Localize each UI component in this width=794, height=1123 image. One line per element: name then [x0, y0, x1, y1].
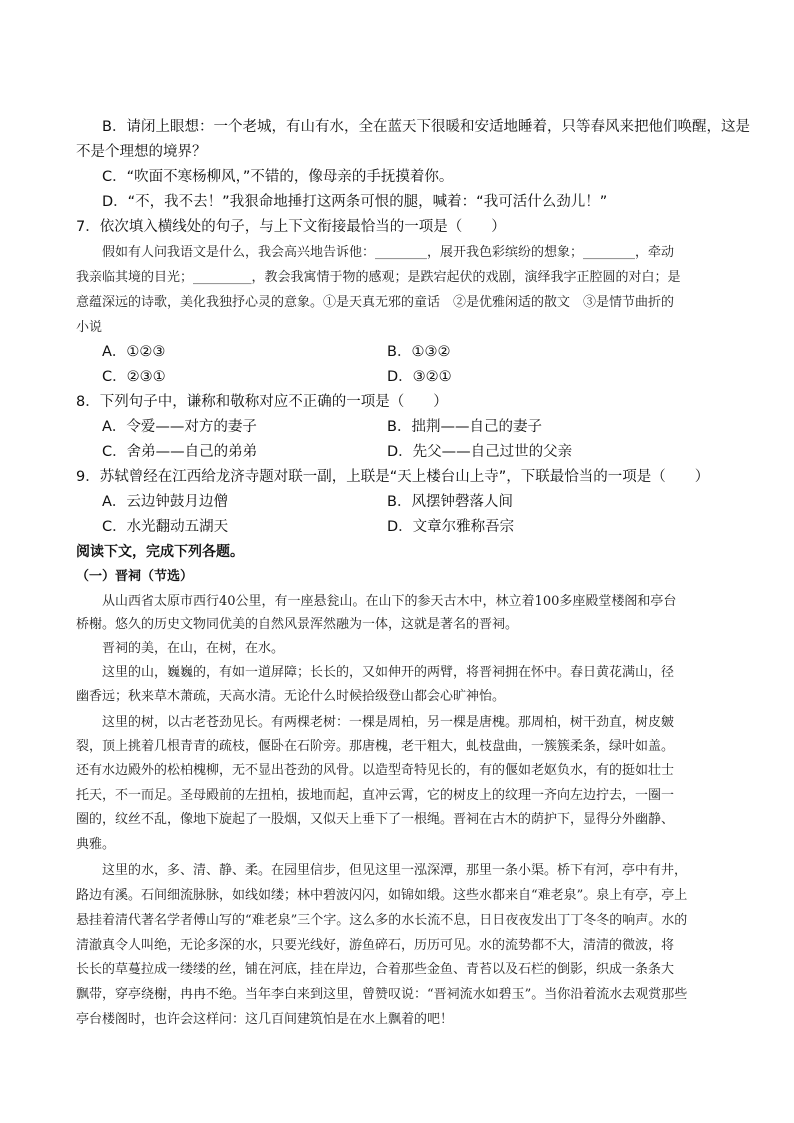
q7-passage-line3: 意蕴深远的诗歌，美化我独抒心灵的意象。①是天真无邪的童话 ②是优雅闲适的散文 ③是情节曲折的	[76, 295, 675, 310]
q6-option-c: C．“吹面不寒杨柳风，”不错的，像母亲的手抚摸着你。	[102, 169, 454, 185]
q7-option-a: A．①②③	[102, 344, 166, 360]
q9-stem: 9．苏轼曾经在江西给龙济寺题对联一副，上联是“天上楼台山上寺”，下联最恰当的一项是（ ）	[76, 469, 710, 485]
q8-option-a: A．令爱——对方的妻子	[102, 419, 257, 435]
q7-passage-line2: 我亲临其境的目光；_________，教会我寓情于物的感观；是跌宕起伏的戏剧，演绎我字正腔圆的对白；是	[76, 270, 681, 285]
paragraph-4-line4: 托天，不一而足。圣母殿前的左扭柏，拔地而起，直冲云霄，它的树皮上的纹理一齐向左边拧去，一圈一	[76, 788, 675, 803]
q7-option-c: C．②③①	[102, 369, 166, 385]
paragraph-5-line4: 清澈真令人叫绝，无论多深的水，只要光线好，游鱼碎石，历历可见。水的流势都不大，清清的微波，将	[76, 938, 675, 953]
paragraph-1-line1: 从山西省太原市西行40公里，有一座悬瓮山。在山下的参天古木中，林立着100多座殿堂楼阁和亭台	[102, 594, 677, 609]
q9-option-a: A．云边钟鼓月边僧	[102, 494, 228, 510]
paragraph-5-line3: 悬挂着清代著名学者傅山写的“难老泉”三个字。这么多的水长流不息，日日夜夜发出丁丁冬冬的响声。水的	[76, 913, 688, 928]
paragraph-5-line1: 这里的水，多、清、静、柔。在园里信步，但见这里一泓深潭，那里一条小渠。桥下有河，亭中有井，	[102, 863, 688, 878]
q9-option-b: B．风摆钟磬落人间	[387, 494, 513, 510]
paragraph-4-line2: 裂，顶上挑着几根青青的疏枝，偃卧在石阶旁。那唐槐，老干粗大，虬枝盘曲，一簇簇柔条，绿叶如盖。	[76, 739, 675, 754]
q8-option-b: B．拙荆——自己的妻子	[387, 419, 542, 435]
q7-stem: 7．依次填入横线处的句子，与上下文衔接最恰当的一项是（ ）	[76, 219, 506, 235]
q7-option-d: D．③②①	[387, 369, 452, 385]
reading-subtitle: （一）晋祠（节选）	[76, 569, 194, 584]
paragraph-4-line3: 还有水边殿外的松柏槐柳，无不显出苍劲的风骨。以造型奇特见长的，有的偃如老妪负水，有的挺如壮士	[76, 763, 675, 778]
q6-option-b-line1: B．请闭上眼想：一个老城，有山有水，全在蓝天下很暖和安适地睡着，只等春风来把他们唤醒，这是	[102, 119, 750, 135]
paragraph-5-line2: 路边有溪。石间细流脉脉，如线如缕；林中碧波闪闪，如锦如缎。这些水都来自“难老泉”。泉上有亭，亭上	[76, 888, 688, 903]
q8-stem: 8．下列句子中，谦称和敬称对应不正确的一项是（ ）	[76, 394, 448, 410]
q7-passage-line1: 假如有人问我语文是什么，我会高兴地告诉他：________，展开我色彩缤纷的想象；________，牵动	[102, 245, 675, 260]
paragraph-3-line1: 这里的山，巍巍的，有如一道屏障；长长的，又如伸开的两臂，将晋祠拥在怀中。春日黄花满山，径	[102, 665, 675, 680]
q8-option-d: D．先父——自己过世的父亲	[387, 444, 573, 460]
paragraph-1-line2: 桥榭。悠久的历史文物同优美的自然风景浑然融为一体，这就是著名的晋祠。	[76, 617, 519, 632]
q7-passage-line4: 小说	[76, 320, 103, 335]
reading-heading: 阅读下文，完成下列各题。	[76, 544, 244, 560]
paragraph-4-line1: 这里的树，以古老苍劲见长。有两棵老树：一棵是周柏，另一棵是唐槐。那周柏，树干劲直，树皮皴	[102, 715, 675, 730]
paragraph-5-line6: 飘带，穿亭绕榭，冉冉不绝。当年李白来到这里，曾赞叹说：“晋祠流水如碧玉”。当你沿着流水去观赏那些	[76, 987, 688, 1002]
paragraph-4-line6: 典雅。	[76, 837, 116, 852]
paragraph-5-line7: 亭台楼阁时，也许会这样问：这几百间建筑怕是在水上飘着的吧！	[76, 1012, 454, 1027]
paragraph-4-line5: 圈的，纹丝不乱，像地下旋起了一股烟，又似天上垂下了一根绳。晋祠在古木的荫护下，显得分外幽静、	[76, 812, 675, 827]
paragraph-5-line5: 长长的草蔓拉成一缕缕的丝，铺在河底，挂在岸边，合着那些金鱼、青苔以及石栏的倒影，织成一条条大	[76, 962, 675, 977]
paragraph-3-line2: 幽香远；秋来草木萧疏，天高水清。无论什么时候拾级登山都会心旷神怡。	[76, 689, 506, 704]
q6-option-d: D．“不，我不去！”我狠命地捶打这两条可恨的腿，喊着：“我可活什么劲儿！”	[102, 194, 608, 210]
paragraph-2: 晋祠的美，在山，在树，在水。	[102, 641, 285, 656]
q8-option-c: C．舍弟——自己的弟弟	[102, 444, 258, 460]
q6-option-b-line2: 不是个理想的境界？	[76, 144, 207, 160]
q7-option-b: B．①③②	[387, 344, 451, 360]
q9-option-d: D．文章尔雅称吾宗	[387, 519, 515, 535]
q9-option-c: C．水光翻动五湖天	[102, 519, 229, 535]
